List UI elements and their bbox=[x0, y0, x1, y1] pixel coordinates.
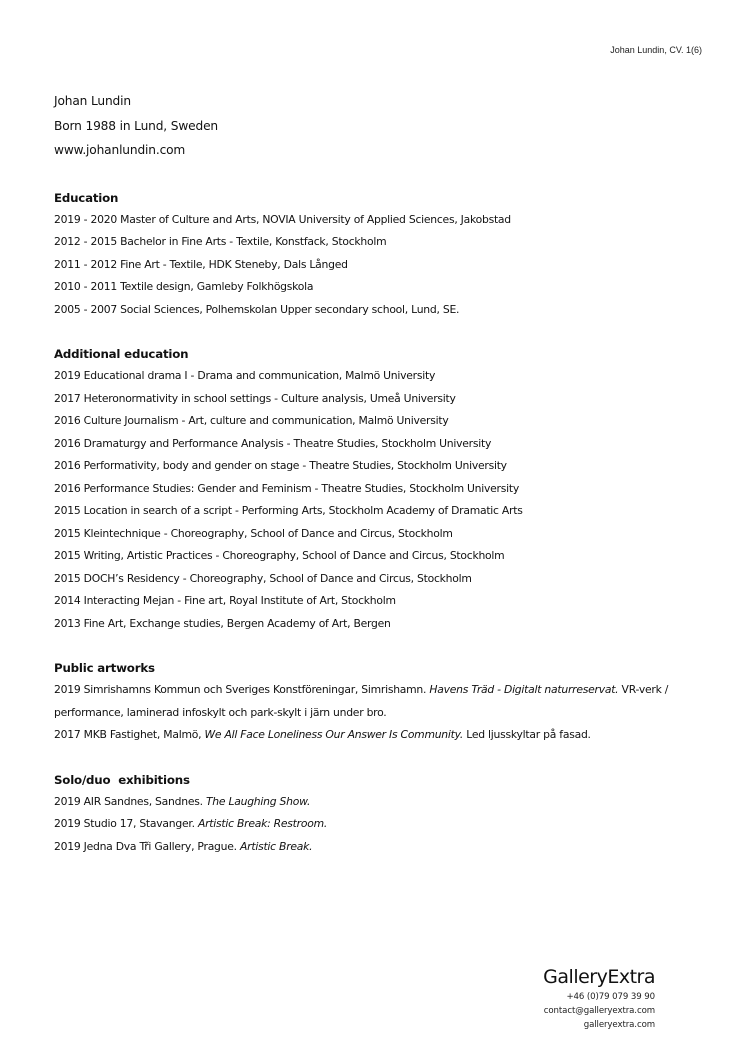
cv-content bbox=[54, 89, 704, 858]
page-reference: Johan Lundin, CV. 1(6) bbox=[610, 45, 702, 55]
list-item: 2015 Location in search of a script - Performing Arts, Stockholm Academy of Dramatic Arts bbox=[54, 504, 523, 517]
item-title: Artistic Break: Restroom. bbox=[197, 817, 328, 830]
list-item: 2019 Educational drama I - Drama and communication, Malmö University bbox=[54, 369, 436, 382]
item-title: The Laughing Show. bbox=[205, 794, 311, 808]
list-item: 2005 - 2007 Social Sciences, Polhemskolan Upper secondary school, Lund, SE. bbox=[54, 302, 460, 316]
list-item: 2012 - 2015 Bachelor in Fine Arts - Textile, Konstfack, Stockholm bbox=[54, 235, 387, 248]
list-item: 2015 Writing, Artistic Practices - Choreography, School of Dance and Circus, Stockholm bbox=[54, 549, 505, 562]
item-text: 2019 Jedna Dva Tři Gallery, Prague. bbox=[54, 839, 241, 853]
list-item: 2016 Performativity, body and gender on stage - Theatre Studies, Stockholm University bbox=[54, 459, 507, 472]
list-item bbox=[54, 813, 704, 836]
education-section bbox=[54, 187, 704, 322]
list-item: 2016 Dramaturgy and Performance Analysis - Theatre Studies, Stockholm University bbox=[54, 436, 492, 450]
list-item bbox=[54, 679, 704, 724]
list-item: 2016 Culture Journalism - Art, culture and communication, Malmö University bbox=[54, 414, 449, 427]
list-item bbox=[54, 724, 704, 747]
list-item: 2014 Interacting Mejan - Fine art, Royal Institute of Art, Stockholm bbox=[54, 594, 396, 607]
item-text: 2019 Studio 17, Stavanger. bbox=[54, 817, 198, 830]
list-item: 2015 DOCH’s Residency - Choreography, School of Dance and Circus, Stockholm bbox=[54, 571, 472, 585]
section-heading: Public artworks bbox=[54, 661, 155, 675]
list-item: 2019 - 2020 Master of Culture and Arts, NOVIA University of Applied Sciences, Jakobstad bbox=[54, 212, 511, 226]
list-item: 2017 Heteronormativity in school settings - Culture analysis, Umeå University bbox=[54, 391, 456, 405]
item-text: 2017 MKB Fastighet, Malmö, bbox=[54, 728, 205, 741]
section-heading: Solo/duo exhibitions bbox=[54, 772, 190, 787]
section-heading: Education bbox=[54, 190, 119, 205]
list-item bbox=[54, 836, 704, 859]
gallery-phone: +46 (0)79 079 39 90 bbox=[566, 992, 655, 1002]
list-item bbox=[54, 791, 704, 814]
list-item: 2010 - 2011 Textile design, Gamleby Folkhögskola bbox=[54, 280, 314, 293]
gallery-website[interactable]: galleryextra.com bbox=[583, 1020, 655, 1030]
list-item: 2011 - 2012 Fine Art - Textile, HDK Steneby, Dals Långed bbox=[54, 257, 348, 271]
item-text: Led ljusskyltar på fasad. bbox=[463, 728, 591, 741]
website-link[interactable]: www.johanlundin.com bbox=[54, 143, 186, 157]
solo-exhibitions-section bbox=[54, 769, 704, 859]
artist-name: Johan Lundin bbox=[54, 94, 131, 108]
item-title: Artistic Break. bbox=[240, 839, 313, 853]
item-title: Havens Träd - Digitalt naturreservat. bbox=[429, 683, 619, 696]
list-item: 2016 Performance Studies: Gender and Feminism - Theatre Studies, Stockholm University bbox=[54, 481, 519, 495]
gallery-footer bbox=[543, 964, 655, 1032]
item-title: We All Face Loneliness Our Answer Is Community. bbox=[204, 728, 464, 741]
list-item: 2013 Fine Art, Exchange studies, Bergen Academy of Art, Bergen bbox=[54, 616, 391, 630]
additional-education-section bbox=[54, 343, 704, 635]
intro-block bbox=[54, 89, 704, 163]
item-text: VR-verk / performance, laminerad infoskylt och park-skylt i järn under bro. bbox=[54, 683, 669, 719]
list-item: 2015 Kleintechnique - Choreography, School of Dance and Circus, Stockholm bbox=[54, 526, 453, 540]
public-artworks-section bbox=[54, 657, 704, 747]
item-text: 2019 Simrishamns Kommun och Sveriges Konstföreningar, Simrishamn. bbox=[54, 683, 430, 696]
item-text: 2019 AIR Sandnes, Sandnes. bbox=[54, 794, 206, 808]
gallery-email[interactable]: contact@galleryextra.com bbox=[543, 1006, 655, 1016]
section-heading: Additional education bbox=[54, 347, 189, 361]
birth-info: Born 1988 in Lund, Sweden bbox=[54, 118, 219, 133]
gallery-logo: GalleryExtra bbox=[543, 966, 655, 988]
